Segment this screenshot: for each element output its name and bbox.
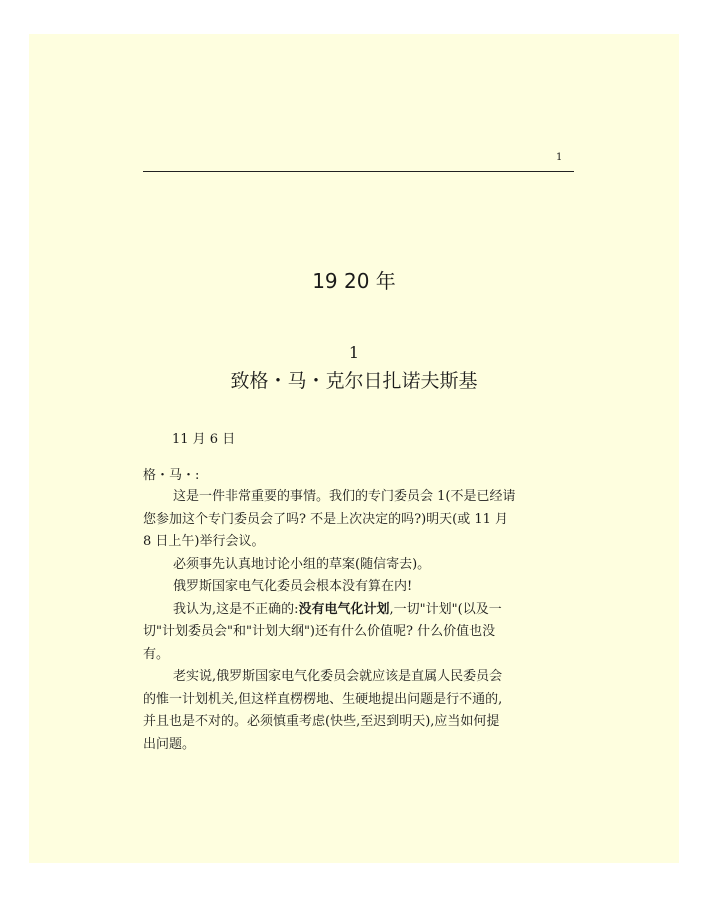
body-line: 老实说,俄罗斯国家电气化委员会就应该是直属人民委员会 [173,669,503,684]
body-line: 8 日上午)举行会议。 [143,534,265,549]
letter-salutation: 格・马・: [143,468,200,483]
body-line: 有。 [143,646,170,662]
emphasized-phrase: 没有电气化计划 [298,601,390,617]
body-line: 必须事先认真地讨论小组的草案(随信寄去)。 [173,556,431,572]
letter-date: 11 月 6 日 [172,432,236,447]
letter-body [143,486,575,756]
body-line: 您参加这个专门委员会了吗? 不是上次决定的吗?)明天(或 11 月 [143,511,509,527]
body-text-run: ,一切"计划"(以及一 [389,601,502,617]
page-number: 1 [556,152,563,163]
body-text-run: 我认为,这是不正确的: [173,601,299,617]
body-line-mixed [143,599,575,622]
body-line: 的惟一计划机关,但这样直楞楞地、生硬地提出问题是行不通的, [143,691,503,707]
year-heading: 19 20 年 [312,269,396,293]
body-line: 并且也是不对的。必须慎重考虑(快些,至迟到明天),应当如何提 [143,714,500,729]
body-line: 切"计划委员会"和"计划大纲")还有什么价值呢? 什么价值也没 [143,624,496,639]
body-line: 这是一件非常重要的事情。我们的专门委员会 1(不是已经请 [173,489,516,504]
header-rule [143,171,574,172]
letter-title: 致格・马・克尔日扎诺夫斯基 [230,370,478,392]
body-line: 俄罗斯国家电气化委员会根本没有算在内! [173,579,413,594]
letter-number: 1 [348,343,360,362]
body-line: 出问题。 [143,736,196,752]
